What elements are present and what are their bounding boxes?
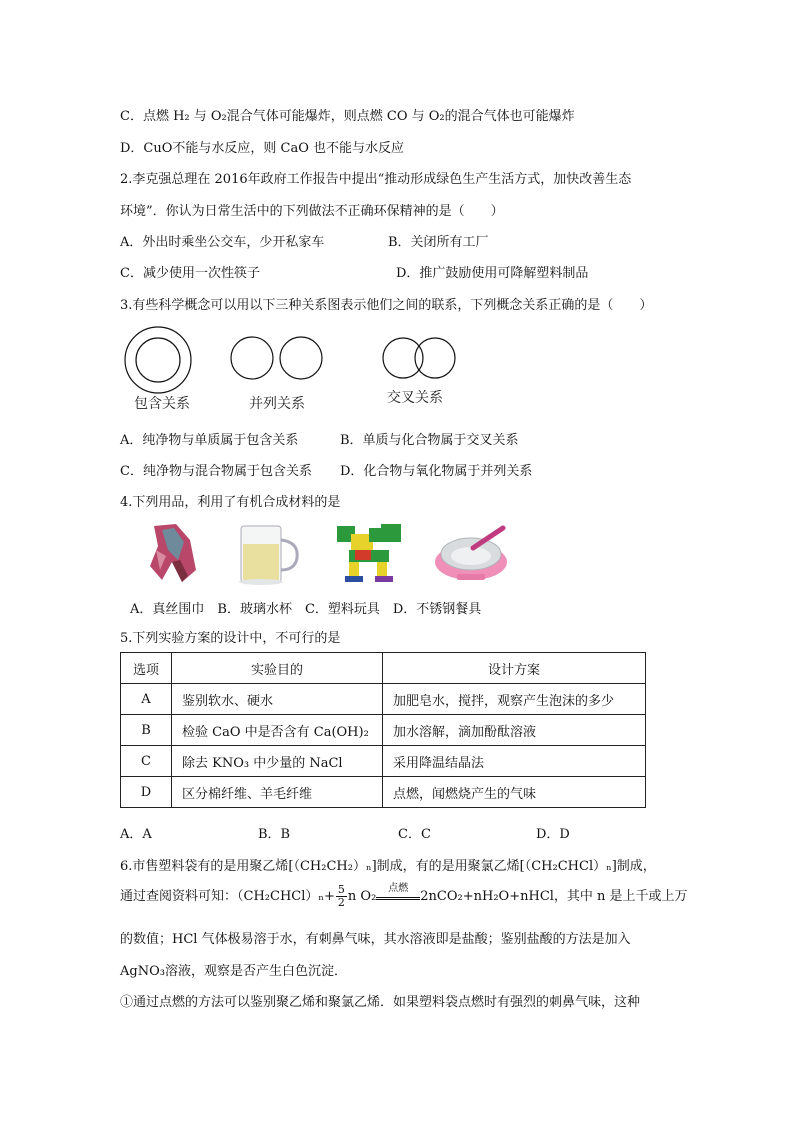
table-row [121,746,646,777]
q6-stem-line1: 6.市售塑料袋有的是用聚乙烯[（CH₂CH₂）ₙ]制成，有的是用聚氯乙烯[（CH₂CHCl）ₙ]制成， [120,859,656,874]
row-purpose: 除去 KNO₃ 中少量的 NaCl [172,746,383,777]
parallel-right-circle [280,337,322,379]
q6-stem-line4: AgNO₃溶液，观察是否产生白色沉淀． [120,964,347,979]
q5-option-a: A．A [120,827,152,842]
q2-option-b: B．关闭所有工厂 [388,235,489,250]
row-plan: 加肥皂水，搅拌，观察产生泡沫的多少 [383,684,646,715]
q4-options: A．真丝围巾 B．玻璃水杯 C．塑料玩具 D．不锈钢餐具 [130,602,482,617]
q3-option-d: D．化合物与氧化物属于并列关系 [340,464,533,479]
q2-option-a: A．外出时乘坐公交车，少开私家车 [120,235,325,250]
q1-option-d: D．CuO不能与水反应，则 CaO 也不能与水反应 [120,141,405,156]
q5-option-c: C．C [398,827,431,842]
contain-inner-circle [136,338,180,382]
q5-stem: 5.下列实验方案的设计中，不可行的是 [120,631,341,646]
q3-stem: 3.有些科学概念可以用以下三种关系图表示他们之间的联系，下列概念关系正确的是（ ） [120,298,653,313]
plastic-toy-image [333,520,411,586]
q5-table [120,652,646,808]
condition-label: 点燃 [388,883,409,894]
cross-right-circle [415,338,455,378]
table-row [121,715,646,746]
q3-option-a: A．纯净物与单质属于包含关系 [120,433,299,448]
reaction-condition [376,885,420,900]
equation-oxygen: n O₂ [347,889,377,904]
equation-fraction [336,884,347,909]
contain-outer-circle [125,327,191,393]
label-cross: 交叉关系 [387,390,443,406]
fraction-numerator: 5 [337,883,345,896]
table-row [121,777,646,808]
table-row [121,684,646,715]
q3-option-b: B．单质与化合物属于交叉关系 [340,433,519,448]
header-option: 选项 [121,653,172,684]
row-plan: 加水溶解，滴加酚酞溶液 [383,715,646,746]
q2-stem-line2: 环境”．你认为日常生活中的下列做法不正确环保精神的是（ ） [120,204,504,219]
row-key: B [121,715,172,746]
q6-stem-line3: 的数值；HCl 气体极易溶于水，有刺鼻气味，其水溶液即是盐酸；鉴别盐酸的方法是加入 [120,932,631,947]
header-purpose: 实验目的 [172,653,383,684]
q6-stem-line5: ①通过点燃的方法可以鉴别聚乙烯和聚氯乙烯．如果塑料袋点燃时有强烈的刺鼻气味，这种 [120,995,641,1010]
row-key: D [121,777,172,808]
header-plan: 设计方案 [383,653,646,684]
equation-prefix: 通过查阅资料可知：（CH₂CHCl）ₙ+ [120,889,335,904]
q2-option-d: D．推广鼓励使用可降解塑料制品 [396,266,589,281]
q3-relation-diagram [115,322,475,417]
q6-equation-line [120,882,688,912]
parallel-left-circle [231,337,273,379]
q4-stem: 4.下列用品，利用了有机合成材料的是 [120,495,341,510]
q1-option-c: C．点燃 H₂ 与 O₂混合气体可能爆炸，则点燃 CO 与 O₂的混合气体也可能爆炸 [120,109,575,124]
q2-option-c: C．减少使用一次性筷子 [120,266,260,281]
q5-option-d: D．D [536,827,570,842]
row-plan: 点燃，闻燃烧产生的气味 [383,777,646,808]
fraction-denominator: 2 [337,896,345,909]
label-parallel: 并列关系 [249,396,305,412]
stainless-bowl-image [433,522,511,584]
row-key: C [121,746,172,777]
silk-scarf-image [144,520,200,586]
q5-option-b: B．B [258,827,291,842]
q3-option-c: C．纯净物与混合物属于包含关系 [120,464,312,479]
q2-stem-line1: 2.李克强总理在 2016年政府工作报告中提出“推动形成绿色生产生活方式，加快改善生态 [120,172,632,187]
label-contain: 包含关系 [134,396,190,412]
equation-products: 2nCO₂+nH₂O+nHCl，其中 n 是上千或上万 [420,889,688,904]
table-header-row [121,653,646,684]
row-purpose: 区分棉纤维、羊毛纤维 [172,777,383,808]
row-purpose: 鉴别软水、硬水 [172,684,383,715]
row-plan: 采用降温结晶法 [383,746,646,777]
glass-cup-image [233,522,305,586]
row-key: A [121,684,172,715]
row-purpose: 检验 CaO 中是否含有 Ca(OH)₂ [172,715,383,746]
cross-left-circle [383,338,423,378]
